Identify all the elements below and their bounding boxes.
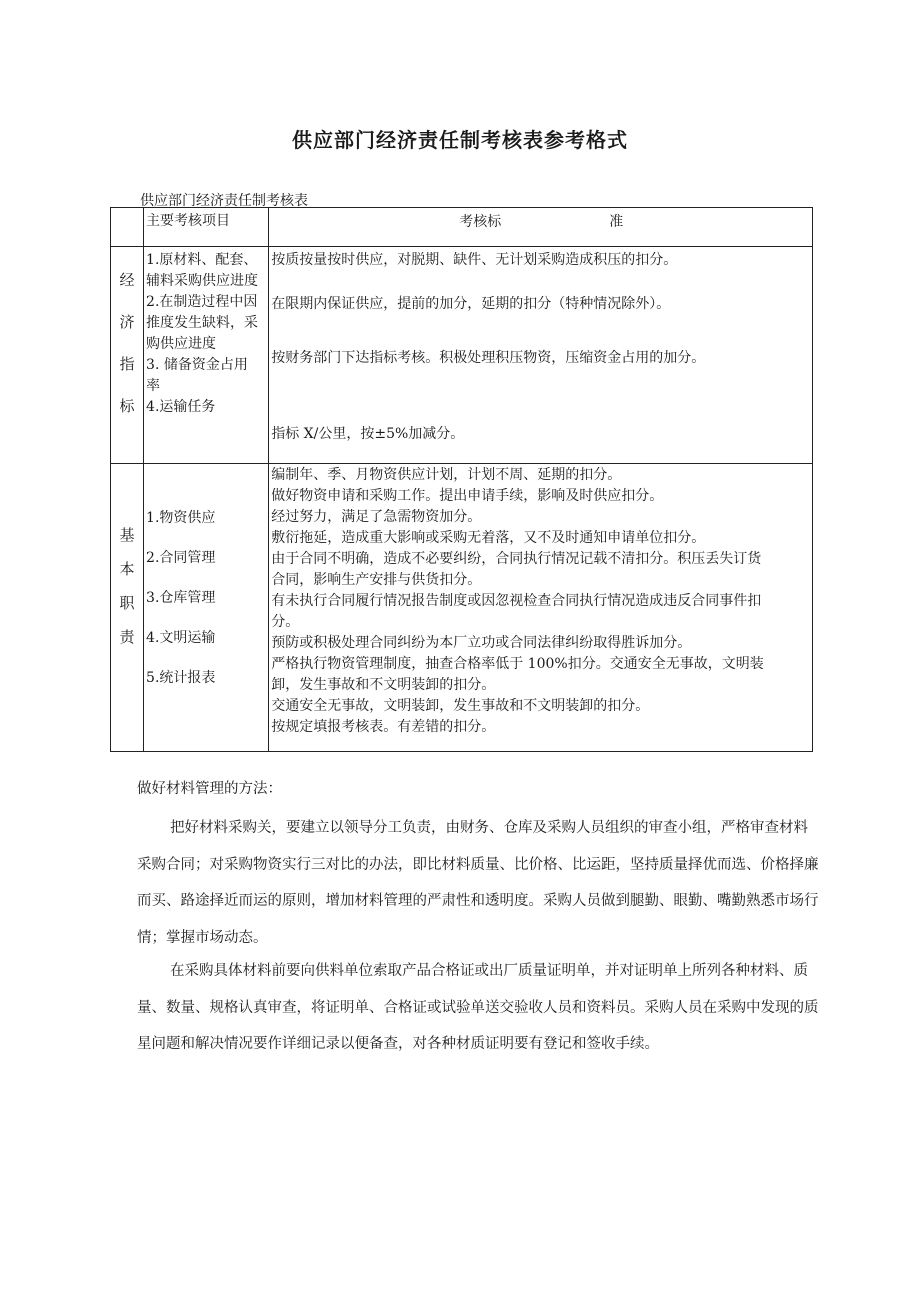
list-item: 2.在制造过程中因	[146, 294, 258, 310]
standard-line: 敷衍拖延，造成重大影响或采购无着落，又不及时通知申请单位扣分。	[271, 530, 706, 546]
standard-line: 在限期内保证供应，提前的加分，延期的扣分（特种情况除外）。	[271, 296, 671, 312]
method-paragraph-2: 在采购具体材料前要向供料单位索取产品合格证或出厂质量证明单，并对证明单上所列各种材料、质量、数量、规格认真审查，将证明单、合格证或试验单送交验收人员和资料员。采购人员在采购中发现的质星问题和解决情况要作详细记录以便备查，对各种材质证明要有登记和签收手续。	[137, 963, 819, 1052]
standard-line: 有未执行合同履行情况报告制度或因忽视检查合同执行情况造成违反合同事件扣	[271, 593, 762, 609]
list-item: 3.仓库管理	[146, 590, 216, 606]
standard-line: 严格执行物资管理制度，抽查合格率低于 100%扣分。交通安全无事故，文明装	[271, 656, 764, 672]
list-item: 3. 储备资金占用	[146, 357, 248, 373]
list-item: 5.统计报表	[146, 670, 216, 686]
standard-line: 由于合同不明确，造成不必要纠纷，合同执行情况记载不清扣分。积压丢失订货	[271, 551, 762, 567]
standard-line: 做好物资申请和采购工作。提出申请手续，影响及时供应扣分。	[271, 488, 664, 504]
header-standards-b: 准	[609, 214, 624, 230]
method-heading: 做好材料管理的方法：	[137, 781, 282, 797]
list-item: 推度发生缺料，采	[146, 315, 259, 331]
header-items: 主要考核项目	[144, 208, 269, 247]
standard-line: 编制年、季、月物资供应计划，计划不周、延期的扣分。	[271, 467, 622, 483]
standard-line: 按财务部门下达指标考核。积极处理积压物资，压缩资金占用的加分。	[271, 350, 706, 366]
list-item: 1.物资供应	[146, 510, 216, 526]
standard-line: 分。	[271, 614, 300, 630]
header-blank-cell	[111, 208, 144, 247]
table-row-duties	[111, 464, 813, 752]
section-standards-duties	[269, 464, 813, 752]
section-standards-economic	[269, 247, 813, 464]
list-item: 辅料采购供应进度	[146, 273, 259, 289]
standard-line: 按质按量按时供应，对脱期、缺件、无计划采购造成积压的扣分。	[271, 252, 678, 268]
table-row-economic	[111, 247, 813, 464]
table-header-row	[111, 208, 813, 247]
list-item: 4.文明运输	[146, 630, 216, 646]
section-items-economic	[144, 247, 269, 464]
header-standards	[269, 208, 813, 247]
table-caption: 供应部门经济责任制考核表	[140, 193, 308, 209]
standard-line: 预防或积极处理合同纠纷为本厂立功或合同法律纠纷取得胜诉加分。	[271, 635, 692, 651]
section-label-economic: 经 济 指 标	[111, 247, 144, 464]
list-item: 2.合同管理	[146, 550, 216, 566]
assessment-table	[110, 207, 813, 752]
standard-line: 交通安全无事故，文明装卸，发生事故和不文明装卸的扣分。	[271, 698, 650, 714]
method-paragraph-1: 把好材料采购关，要建立以领导分工负责，由财务、仓库及采购人员组织的审查小组，严格审查材料采购合同；对采购物资实行三对比的办法，即比材料质量、比价格、比运距，坚持质量择优而选、价格择廉而买、路途择近而运的原则，增加材料管理的严肃性和透明度。采购人员做到腿勤、眼勤、嘴勤熟悉市场行情；掌握市场动态。	[137, 820, 819, 946]
page-title: 供应部门经济责任制考核表参考格式	[292, 128, 628, 152]
standard-line: 合同，影响生产安排与供货扣分。	[271, 572, 482, 588]
list-item: 率	[146, 378, 161, 394]
list-item: 1.原材料、配套、	[146, 252, 258, 268]
section-label-duties: 基 本 职 责	[111, 464, 144, 752]
list-item: 4.运输任务	[146, 399, 216, 415]
standard-line: 卸，发生事故和不文明装卸的扣分。	[271, 677, 496, 693]
list-item: 购供应进度	[146, 336, 217, 352]
section-items-duties	[144, 464, 269, 752]
standard-line: 经过努力，满足了急需物资加分。	[271, 509, 482, 525]
header-standards-a: 考核标	[459, 214, 502, 230]
standard-line: 按规定填报考核表。有差错的扣分。	[271, 719, 496, 735]
standard-line: 指标 X/公里，按±5%加减分。	[271, 426, 465, 442]
